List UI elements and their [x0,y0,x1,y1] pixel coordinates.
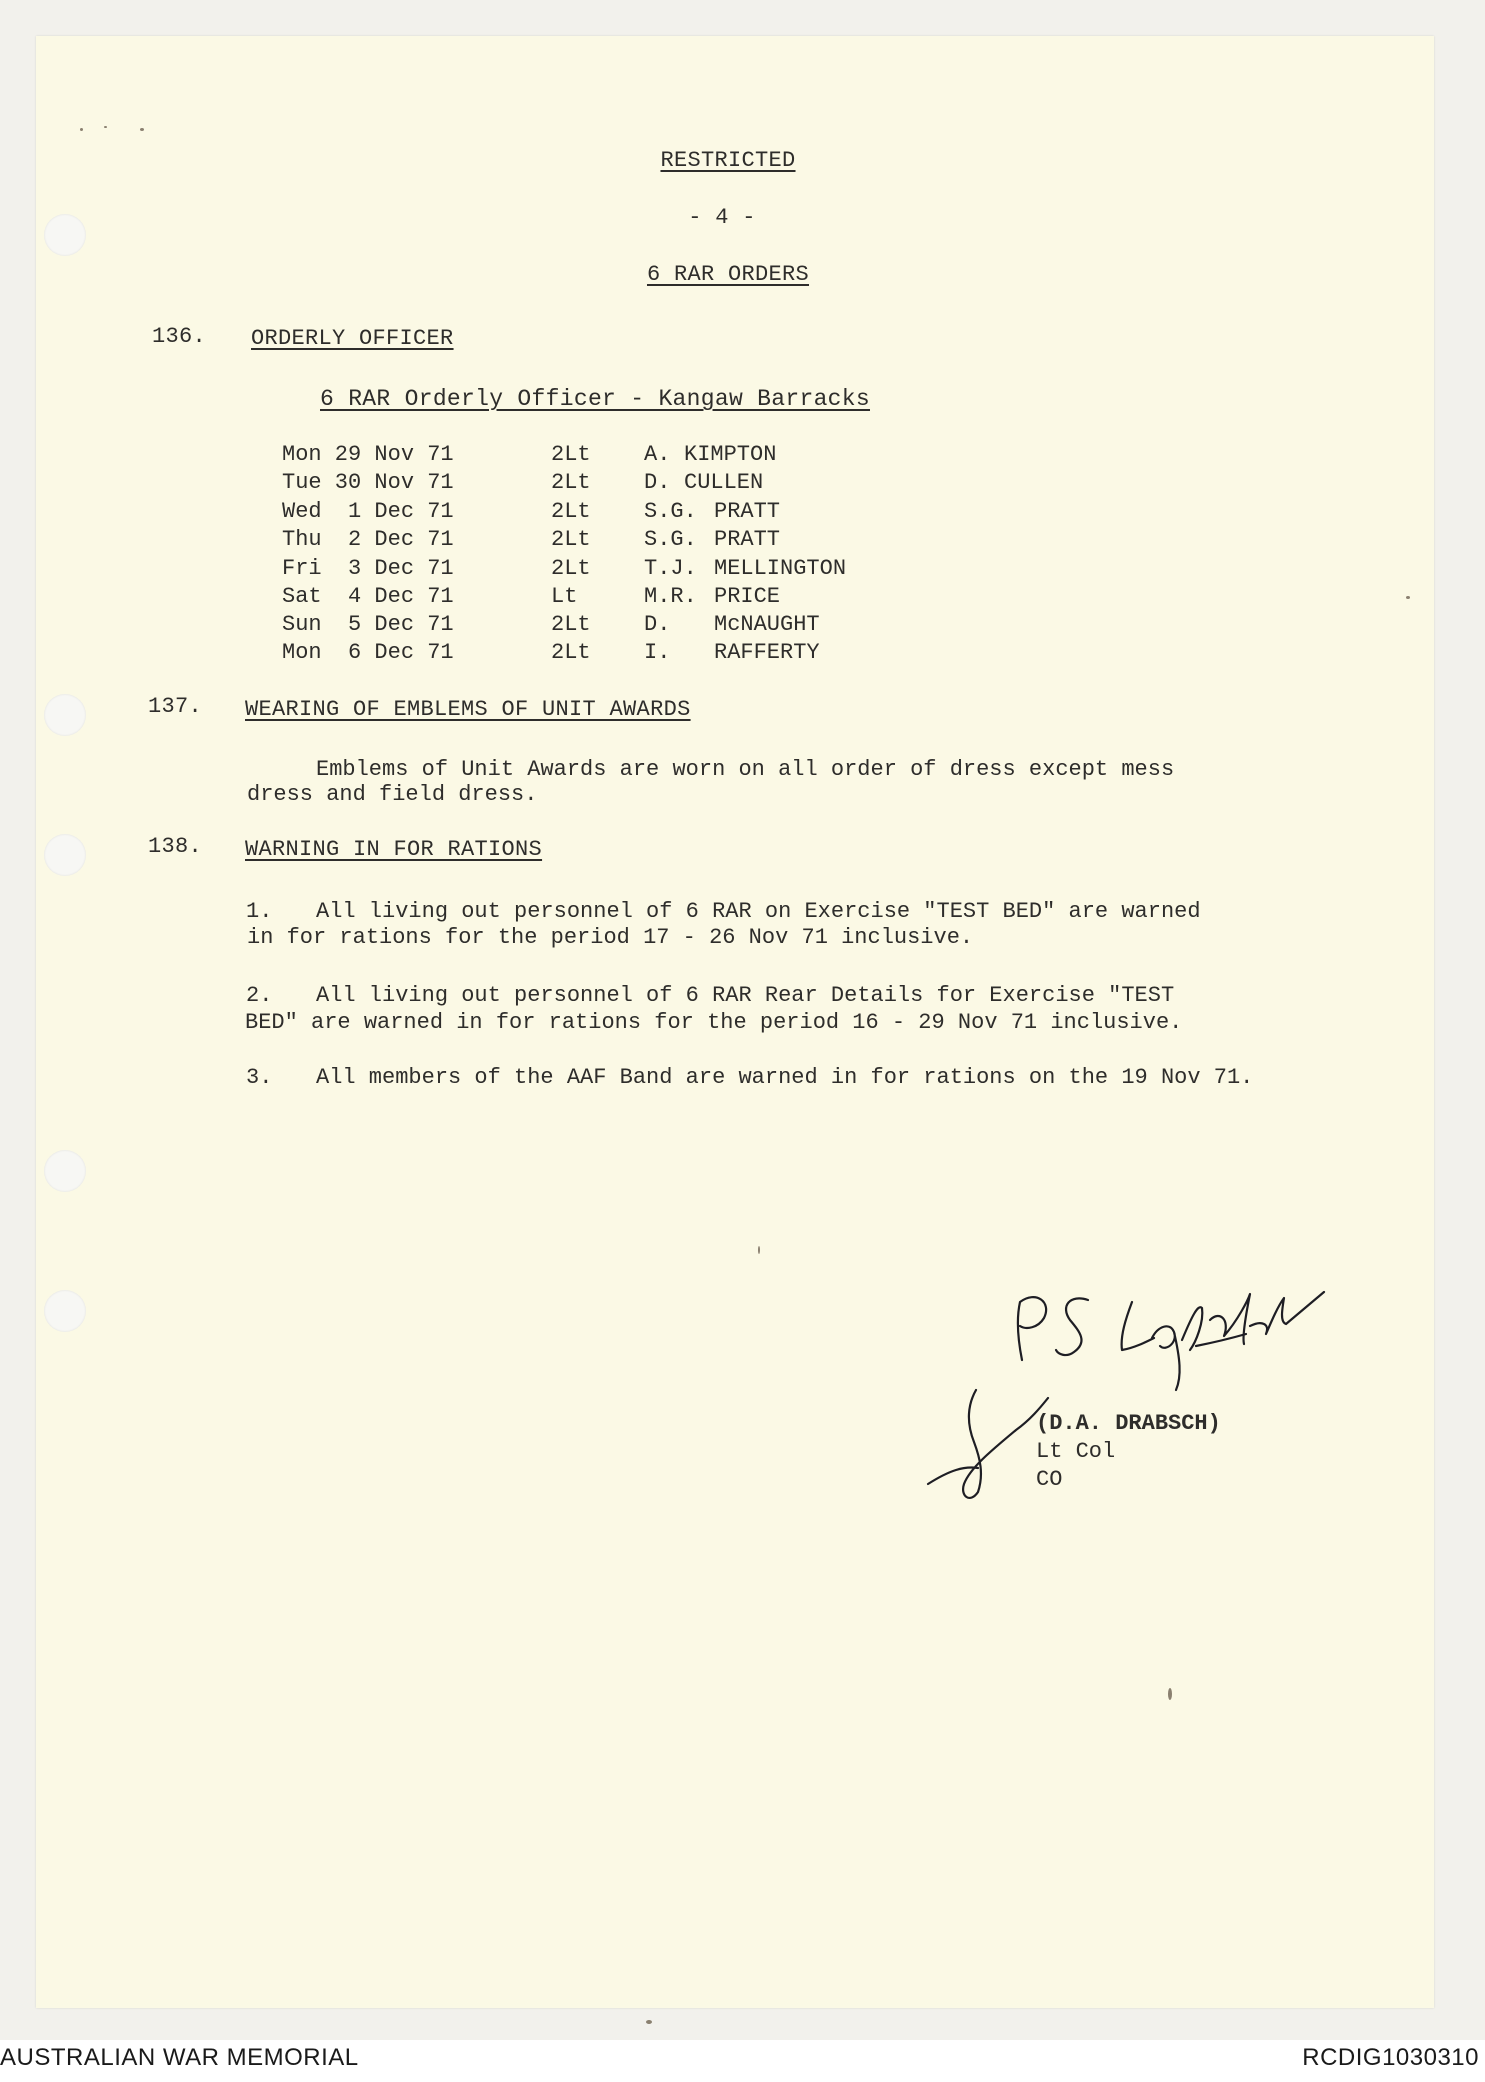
roster-initials: D. [644,612,671,637]
roster-surname: McNAUGHT [714,612,820,637]
roster-initials: I. [644,640,671,665]
archive-reference-id: RCDIG1030310 [1302,2044,1479,2071]
document-title: 6 RAR ORDERS [646,262,810,287]
roster-rank: 2Lt [551,499,591,524]
classification-heading: RESTRICTED [660,148,796,173]
section-number: 138. [148,834,203,859]
roster-surname: PRICE [714,584,781,609]
signatory-appointment: CO [1036,1467,1063,1492]
roster-surname: CULLEN [684,470,764,495]
punch-hole [44,834,86,876]
roster-surname: PRATT [714,499,781,524]
roster-initials: S.G. [644,499,697,524]
paper-speck [646,2020,652,2024]
section-heading: WEARING OF EMBLEMS OF UNIT AWARDS [245,697,691,722]
roster-rank: 2Lt [551,527,591,552]
paragraph-number: 3. [246,1065,273,1090]
roster-surname: RAFFERTY [714,640,820,665]
roster-initials: A. [644,442,671,467]
archive-credit: AUSTRALIAN WAR MEMORIAL [0,2044,359,2071]
roster-rank: Lt [551,584,578,609]
paper-speck [104,126,107,128]
section-heading: ORDERLY OFFICER [251,326,454,351]
roster-surname: MELLINGTON [714,556,847,581]
roster-initials: S.G. [644,527,697,552]
section-number: 137. [148,694,203,719]
roster-rank: 2Lt [551,556,591,581]
roster-initials: T.J. [644,556,697,581]
roster-date: Sat 4 Dec 71 [282,584,454,609]
paper-speck [1406,596,1410,599]
body-text-line: All living out personnel of 6 RAR on Exercise "TEST BED" are warned [316,899,1201,924]
paragraph-number: 2. [246,983,273,1008]
roster-surname: PRATT [714,527,781,552]
roster-date: Mon 6 Dec 71 [282,640,454,665]
body-text-line: in for rations for the period 17 - 26 Nov 71 inclusive. [247,925,974,950]
signatory-rank: Lt Col [1036,1439,1116,1464]
signatory-name: (D.A. DRABSCH) [1036,1411,1221,1436]
punch-hole [44,214,86,256]
punch-hole [44,694,86,736]
body-text-line: dress and field dress. [247,782,538,807]
paper-speck [1168,1688,1172,1700]
punch-hole [44,1150,86,1192]
page-number: - 4 - [688,205,756,230]
body-text-line: BED" are warned in for rations for the period 16 - 29 Nov 71 inclusive. [245,1010,1183,1035]
paper-speck [80,128,83,131]
signature-block [1036,1410,1221,1494]
section-number: 136. [152,324,207,349]
roster-rank: 2Lt [551,640,591,665]
body-text-line: All members of the AAF Band are warned in for rations on the 19 Nov 71. [316,1065,1254,1090]
roster-initials: D. [644,470,671,495]
roster-date: Thu 2 Dec 71 [282,527,454,552]
body-text-line: All living out personnel of 6 RAR Rear Details for Exercise "TEST [316,983,1175,1008]
section-heading: WARNING IN FOR RATIONS [245,837,543,862]
roster-surname: KIMPTON [684,442,777,467]
paragraph-number: 1. [246,899,273,924]
roster-date: Mon 29 Nov 71 [282,442,454,467]
roster-date: Fri 3 Dec 71 [282,556,454,581]
roster-rank: 2Lt [551,612,591,637]
roster-date: Wed 1 Dec 71 [282,499,454,524]
roster-subheading: 6 RAR Orderly Officer - Kangaw Barracks [320,386,870,412]
roster-date: Tue 30 Nov 71 [282,470,454,495]
paper-speck [758,1246,760,1254]
punch-hole [44,1290,86,1332]
roster-initials: M.R. [644,584,697,609]
body-text-line: Emblems of Unit Awards are worn on all order of dress except mess [316,757,1175,782]
roster-date: Sun 5 Dec 71 [282,612,454,637]
roster-rank: 2Lt [551,470,591,495]
roster-rank: 2Lt [551,442,591,467]
paper-speck [140,128,144,131]
